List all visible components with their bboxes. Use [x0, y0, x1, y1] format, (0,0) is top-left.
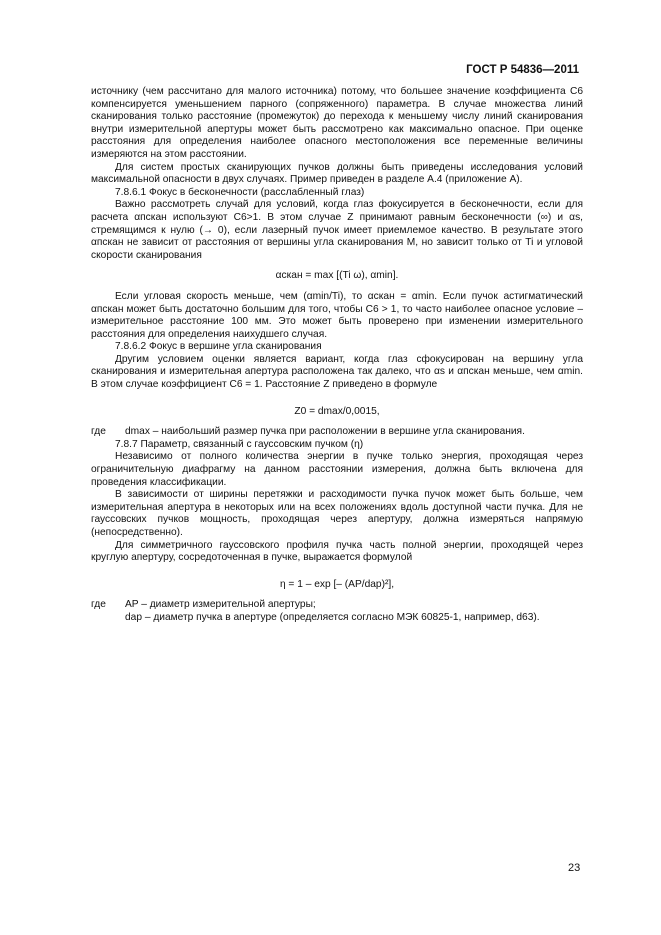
formula-z0: Z0 = dmax/0,0015, — [294, 405, 380, 417]
document-body — [91, 86, 583, 625]
where-clause — [91, 426, 583, 439]
section-heading-7862: 7.8.6.2 Фокус в вершине угла сканирования — [115, 341, 322, 353]
formula-eta: η = 1 – exp [– (AP/dap)²], — [279, 578, 395, 590]
where-definition — [125, 599, 583, 624]
paragraph: Важно рассмотреть случай для условий, когда глаз фокусируется в бесконечности, если для расчета αпскан используют C6>1. В этом случае Z принимают равным бесконечности (∞) и αs, стремящимся к нулю (→ 0), если лазерный пучок имеет приемлемое качество. В результате этого αпскан не зависит от расстояния от вершины угла сканирования M, но зависит только от Ti и угловой скорости сканирования — [91, 199, 583, 261]
where-label: где — [91, 599, 106, 611]
paragraph: Для систем простых сканирующих пучков должны быть приведены исследования условий максимальной опасности в двух случаях. Пример приведен в разделе А.4 (приложение А). — [91, 161, 583, 186]
definition-dap: dap – диаметр пучка в апертуре (определяется согласно МЭК 60825-1, например, d63). — [125, 611, 540, 623]
formula-alpha-scan: αскан = max [(Ti ω), αmin]. — [275, 270, 399, 282]
section-heading-787: 7.8.7 Параметр, связанный с гауссовским пучком (η) — [115, 438, 364, 450]
standard-header: ГОСТ Р 54836—2011 — [466, 64, 579, 76]
page-number: 23 — [568, 862, 581, 874]
paragraph: Другим условием оценки является вариант, когда глаз сфокусирован на вершину угла сканирования и измерительная апертура расположена так далеко, что αs и αпскан меньше, чем αmin. В этом случае коэффициент C6 = 1. Расстояние Z приведено в формуле — [91, 353, 583, 391]
paragraph: источнику (чем рассчитано для малого источника) потому, что большее значение коэффициента C6 компенсируется уменьшением парного (сопряженного) параметра. В случае множества линий сканирования только расстояние (промежуток) до перехода к меньшему числу линий сканирования внутри измерительной апертуры может быть рассмотрено как максимально опасное. При оценке расстояния для определения наиболее опасного местоположения все переменные величины измеряются на этом расстоянии. — [91, 86, 583, 160]
paragraph: Для симметричного гауссовского профиля пучка часть полной энергии, проходящей через круглую апертуру, сосредоточенная в пучке, выражается формулой — [91, 539, 583, 564]
where-label: где — [91, 426, 106, 438]
paragraph: Независимо от полного количества энергии в пучке только энергия, проходящая через ограничительную диафрагму на данном расстоянии измерения, должна быть включена для проведения классификации. — [91, 451, 583, 488]
paragraph: В зависимости от ширины перетяжки и расходимости пучка пучок может быть больше, чем измерительная апертура в некоторых или на всех положениях вдоль доступной части пучка. Для не гауссовских пучков мощность, проходящая через апертуру, должна измеряться напрямую (непосредственно). — [91, 489, 583, 538]
where-definition: dmax – наибольший размер пучка при расположении в вершине угла сканирования. — [125, 426, 525, 438]
paragraph: Если угловая скорость меньше, чем (αmin/Ti), то αскан = αmin. Если пучок астигматический αпскан может быть достаточно большим для того, чтобы C6 > 1, то часто наиболее опасное условие – измерительное расстояние 100 мм. Это может быть проверено при изменении измерительного расстояния для определения наихудшего случая. — [91, 290, 583, 340]
section-heading-7861: 7.8.6.1 Фокус в бесконечности (расслабленный глаз) — [115, 186, 365, 198]
where-clause — [91, 599, 583, 624]
definition-ap: AP – диаметр измерительной апертуры; — [125, 599, 316, 611]
